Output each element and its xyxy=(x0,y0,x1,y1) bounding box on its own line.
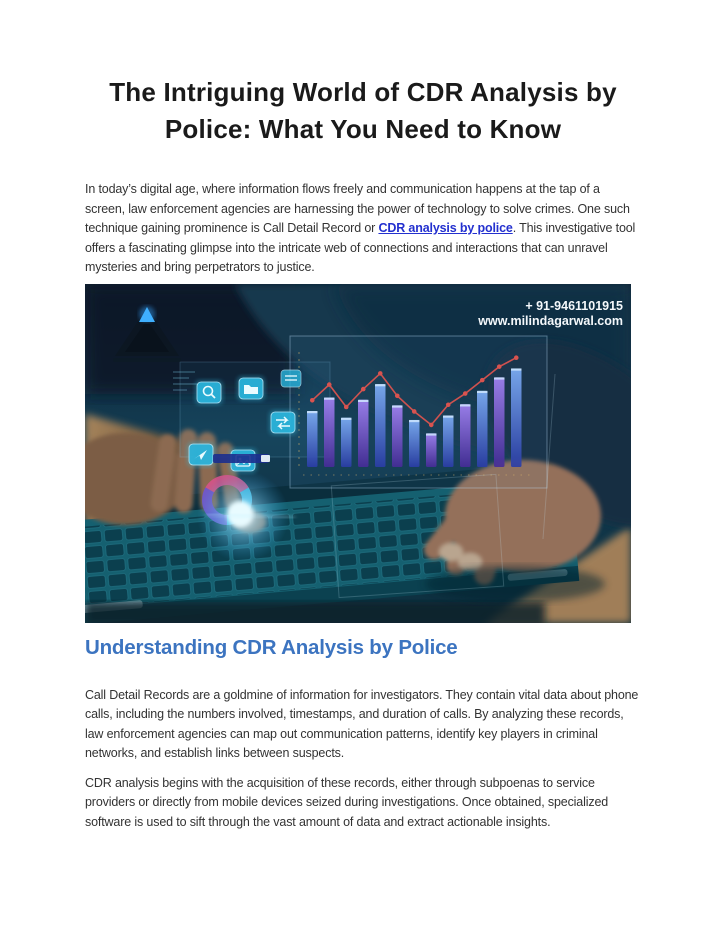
folder-icon xyxy=(237,376,265,401)
paragraph-cdr-goldmine: Call Detail Records are a goldmine of information for investigators. They contain vital data about phone calls, including the numbers involved, timestamps, and duration of calls. By analyzing these records, law enforcement agencies can map out communication patterns, identify key players in criminal networks, and establish links between suspects. xyxy=(85,687,639,760)
transfer-arrows-icon xyxy=(269,410,297,435)
send-icon xyxy=(187,442,215,467)
paragraph-cdr-acquisition: CDR analysis begins with the acquisition of these records, either through subpoenas to service providers or directly from mobile devices seized during investigations. Once obtained, specialized software is used to sift through the vast amount of data and extract actionable insights. xyxy=(85,775,609,829)
contact-phone: + 91-9461101915 xyxy=(525,298,623,313)
intro-text-before-link: In today’s digital age, where information flows freely and communication happens at the tap of a screen, law enforcement agencies are harnessing the power of technology to solve crimes. One such technique gaining prominence is Call Detail Record or xyxy=(85,182,630,235)
search-icon xyxy=(195,380,223,405)
intro-paragraph xyxy=(85,180,641,278)
laptop-front-shadow xyxy=(85,602,545,623)
article-title-line-2: Police: What You Need to Know xyxy=(164,114,562,144)
document-content xyxy=(85,0,641,832)
contact-website: www.milindagarwal.com xyxy=(478,313,623,328)
section-heading: Understanding CDR Analysis by Police xyxy=(85,635,458,659)
glow-orb-core xyxy=(227,501,253,527)
hero-image xyxy=(85,284,631,623)
cdr-analysis-hyperlink[interactable]: CDR analysis by police xyxy=(378,221,513,235)
chip-icon xyxy=(281,370,301,387)
article-title xyxy=(85,74,641,148)
right-hand-shadow xyxy=(425,566,605,602)
holo-progress-strip xyxy=(213,454,270,463)
holo-chart-panel xyxy=(290,336,547,488)
article-title-line-1: The Intriguing World of CDR Analysis by xyxy=(109,77,617,107)
intro-text-after-link: . This investigative tool offers a fascinating glimpse into the intricate web of connections and interactions that can unravel mysteries and bring perpetrators to justice. xyxy=(85,221,636,274)
